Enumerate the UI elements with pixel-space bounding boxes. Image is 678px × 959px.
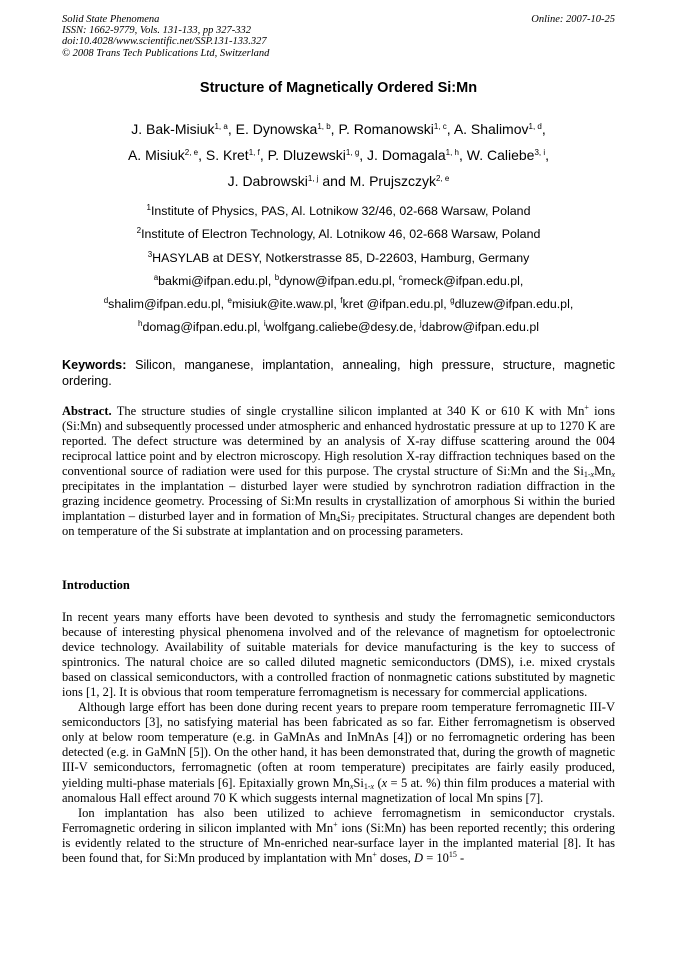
- abstract-label: Abstract.: [62, 404, 112, 418]
- email-line: [62, 270, 615, 293]
- email-link[interactable]: $^g$dluzew@ifpan.edu.pl,: [450, 296, 574, 312]
- superscript-marker: 2, e: [435, 174, 450, 183]
- author-list: [62, 116, 615, 194]
- email-line: [62, 293, 615, 316]
- email-link[interactable]: $^d$shalim@ifpan.edu.pl,: [103, 296, 228, 312]
- superscript-marker: 3, i: [534, 148, 546, 157]
- author: A. Misiuk$^{2, e}$,: [127, 147, 206, 163]
- superscript-marker: h: [137, 319, 143, 329]
- issn-line: ISSN: 1662-9779, Vols. 131-133, pp 327-332: [62, 25, 251, 37]
- superscript-marker: 1, b: [317, 122, 331, 131]
- keywords-label: Keywords:: [62, 358, 127, 372]
- email-link[interactable]: $^a$bakmi@ifpan.edu.pl,: [153, 272, 275, 288]
- abstract-text: The structure studies of single crystalline silicon implanted at 340 K or 610 K with Mn+ ions (Si:Mn) and subsequently processed under atmospheric and enhanced hydrostatic pressure at up to 1270 K are reported. The defect structure was determined by an analysis of X-ray diffuse scattering around the 004 reciprocal lattice point and by electron microscopy. High resolution X-ray diffraction techniques based on the conventional source of radiation were used for this purpose. The crystal structure of Si:Mn and the $Si_{1-x}Mn_x$ precipitates in the implantation – disturbed layer were studied by synchrotron radiation diffraction in the grazing incidence geometry. Processing of Si:Mn results in crystallization of amorphous Si within the buried implantation – disturbed layer and in formation of $Mn_4Si_7$ precipitates. Structural changes are dependent both on temperature of the Si substrate at implantation and on processing parameters.: [62, 403, 616, 539]
- superscript-marker: 1: [146, 203, 151, 212]
- doi-line: doi:10.4028/www.scientific.net/SSP.131-133.327: [62, 36, 267, 48]
- author: E. Dynowska$^{1, b}$,: [235, 121, 339, 137]
- paragraph: Ion implantation has also been utilized to achieve ferromagnetism in semiconductor crystals. Ferromagnetic ordering in silicon implanted with Mn+ ions (Si:Mn) has been reported recently; this ordering is evidently related to the structure of Mn-enriched near-surface layer in the implanted material [8]. It has been found that, for Si:Mn produced by implantation with Mn+ doses, $D = 10^{15}$ -: [62, 805, 615, 865]
- section-heading: Introduction: [62, 578, 130, 592]
- email-link[interactable]: $^e$misiuk@ite.waw.pl,: [227, 296, 341, 312]
- keywords: [62, 357, 615, 389]
- author: A. Shalimov$^{1, d}$,: [453, 121, 546, 137]
- paper-title: Structure of Magnetically Ordered Si:Mn: [199, 80, 478, 96]
- affiliation-line: [62, 200, 615, 223]
- author-line: [62, 168, 615, 194]
- email-link[interactable]: $^j$dabrow@ifpan.edu.pl: [419, 319, 539, 335]
- email-link[interactable]: $^i$wolfgang.caliebe@desy.de,: [263, 319, 420, 335]
- author-line: [62, 116, 615, 142]
- superscript-marker: g: [450, 296, 455, 306]
- superscript-marker: 1, g: [345, 148, 360, 157]
- author: J. Domagala$^{1, h}$,: [367, 147, 467, 163]
- author: P. Romanowski$^{1, c}$,: [338, 121, 454, 137]
- author: J. Dabrowski$^{1, j}$ and: [227, 173, 350, 189]
- superscript-marker: c: [398, 272, 403, 282]
- affiliation: $^2$Institute of Electron Technology, Al. Lotnikow 46, 02-668 Warsaw, Poland: [136, 226, 541, 242]
- keywords-text: Silicon, manganese, implantation, annealing, high pressure, structure, magnetic ordering.: [62, 358, 616, 388]
- copyright-line: © 2008 Trans Tech Publications Ltd, Switzerland: [62, 47, 270, 59]
- superscript-marker: d: [103, 296, 109, 306]
- online-date: Online: 2007-10-25: [531, 14, 615, 25]
- superscript-marker: 1, j: [307, 174, 319, 183]
- superscript-marker: 1, d: [528, 122, 542, 131]
- email-line: [62, 316, 615, 339]
- superscript-marker: i: [263, 319, 266, 329]
- affiliations: [62, 200, 615, 340]
- author-line: [62, 142, 615, 168]
- author: W. Caliebe$^{3, i}$,: [466, 147, 550, 163]
- abstract: [62, 404, 615, 539]
- affiliation: $^1$Institute of Physics, PAS, Al. Lotnikow 32/46, 02-668 Warsaw, Poland: [146, 203, 531, 218]
- author: M. Prujszczyk$^{2, e}$: [349, 173, 450, 189]
- paragraph: Although large effort has been done during recent years to prepare room temperature ferromagnetic III-V semiconductors [3], no satisfying material has been fabricated as so far. Either ferromagnetism is observed only at below room temperature (e.g. in GaMnAs and InMnAs [4]) or no ferromagnetic ordering has been detected (e.g. in GaMnN [5]). On the other hand, it has been demonstrated that, during the growth of magnetic III-V semiconductors, ferromagnetic (often at room temperature) precipitates are fairly easily produced, yielding multi-phase materials [6]. Epitaxially grown $Mn_xSi_{1-x}$ (x = 5 at. %) thin film produces a material with anomalous Hall effect around 70 K which suggests internal magnetization of local Mn spins [7].: [62, 700, 615, 805]
- superscript-marker: j: [419, 319, 422, 329]
- superscript-marker: 1, c: [433, 122, 447, 131]
- author: P. Dluzewski$^{1, g}$,: [267, 147, 368, 163]
- superscript-marker: 1, h: [445, 148, 459, 157]
- superscript-marker: a: [153, 272, 159, 282]
- superscript-marker: 1, f: [248, 148, 260, 157]
- affiliation-line: [62, 223, 615, 246]
- superscript-marker: e: [227, 296, 232, 306]
- email-link[interactable]: $^h$domag@ifpan.edu.pl,: [137, 319, 264, 335]
- affiliation: $^3$HASYLAB at DESY, Notkerstrasse 85, D-22603, Hamburg, Germany: [147, 249, 530, 265]
- email-link[interactable]: $^c$romeck@ifpan.edu.pl,: [398, 272, 524, 288]
- email-link[interactable]: $^f$kret @ifpan.edu.pl,: [340, 296, 451, 312]
- email-link[interactable]: $^b$dynow@ifpan.edu.pl,: [274, 272, 399, 288]
- superscript-marker: 2: [136, 226, 142, 236]
- author: S. Kret$^{1, f}$,: [205, 147, 268, 163]
- superscript-marker: 3: [147, 249, 153, 259]
- superscript-marker: 1, a: [214, 122, 228, 131]
- introduction-body: [62, 610, 615, 866]
- superscript-marker: b: [274, 272, 280, 282]
- affiliation-line: [62, 247, 615, 270]
- author: J. Bak-Misiuk$^{1, a}$,: [131, 121, 236, 137]
- superscript-marker: f: [340, 296, 343, 306]
- superscript-marker: 2, e: [184, 148, 199, 157]
- journal-name: Solid State Phenomena: [62, 14, 160, 25]
- paragraph: In recent years many efforts have been devoted to synthesis and study the ferromagnetic semiconductors because of interesting physical phenomena involved and of the relevance of magnetism for optoelectronic device technology. Availability of suitable materials for device manufacturing is the key to success of spintronics. The natural choice are so called diluted magnetic semiconductors (DMS), i.e. mixed crystals based on classical semiconductors, with a controlled fraction of nonmagnetic cations substituted by magnetic ions [1, 2]. It is obvious that room temperature ferromagnetism is necessary for commercial applications.: [62, 610, 615, 700]
- journal-header: [62, 14, 269, 59]
